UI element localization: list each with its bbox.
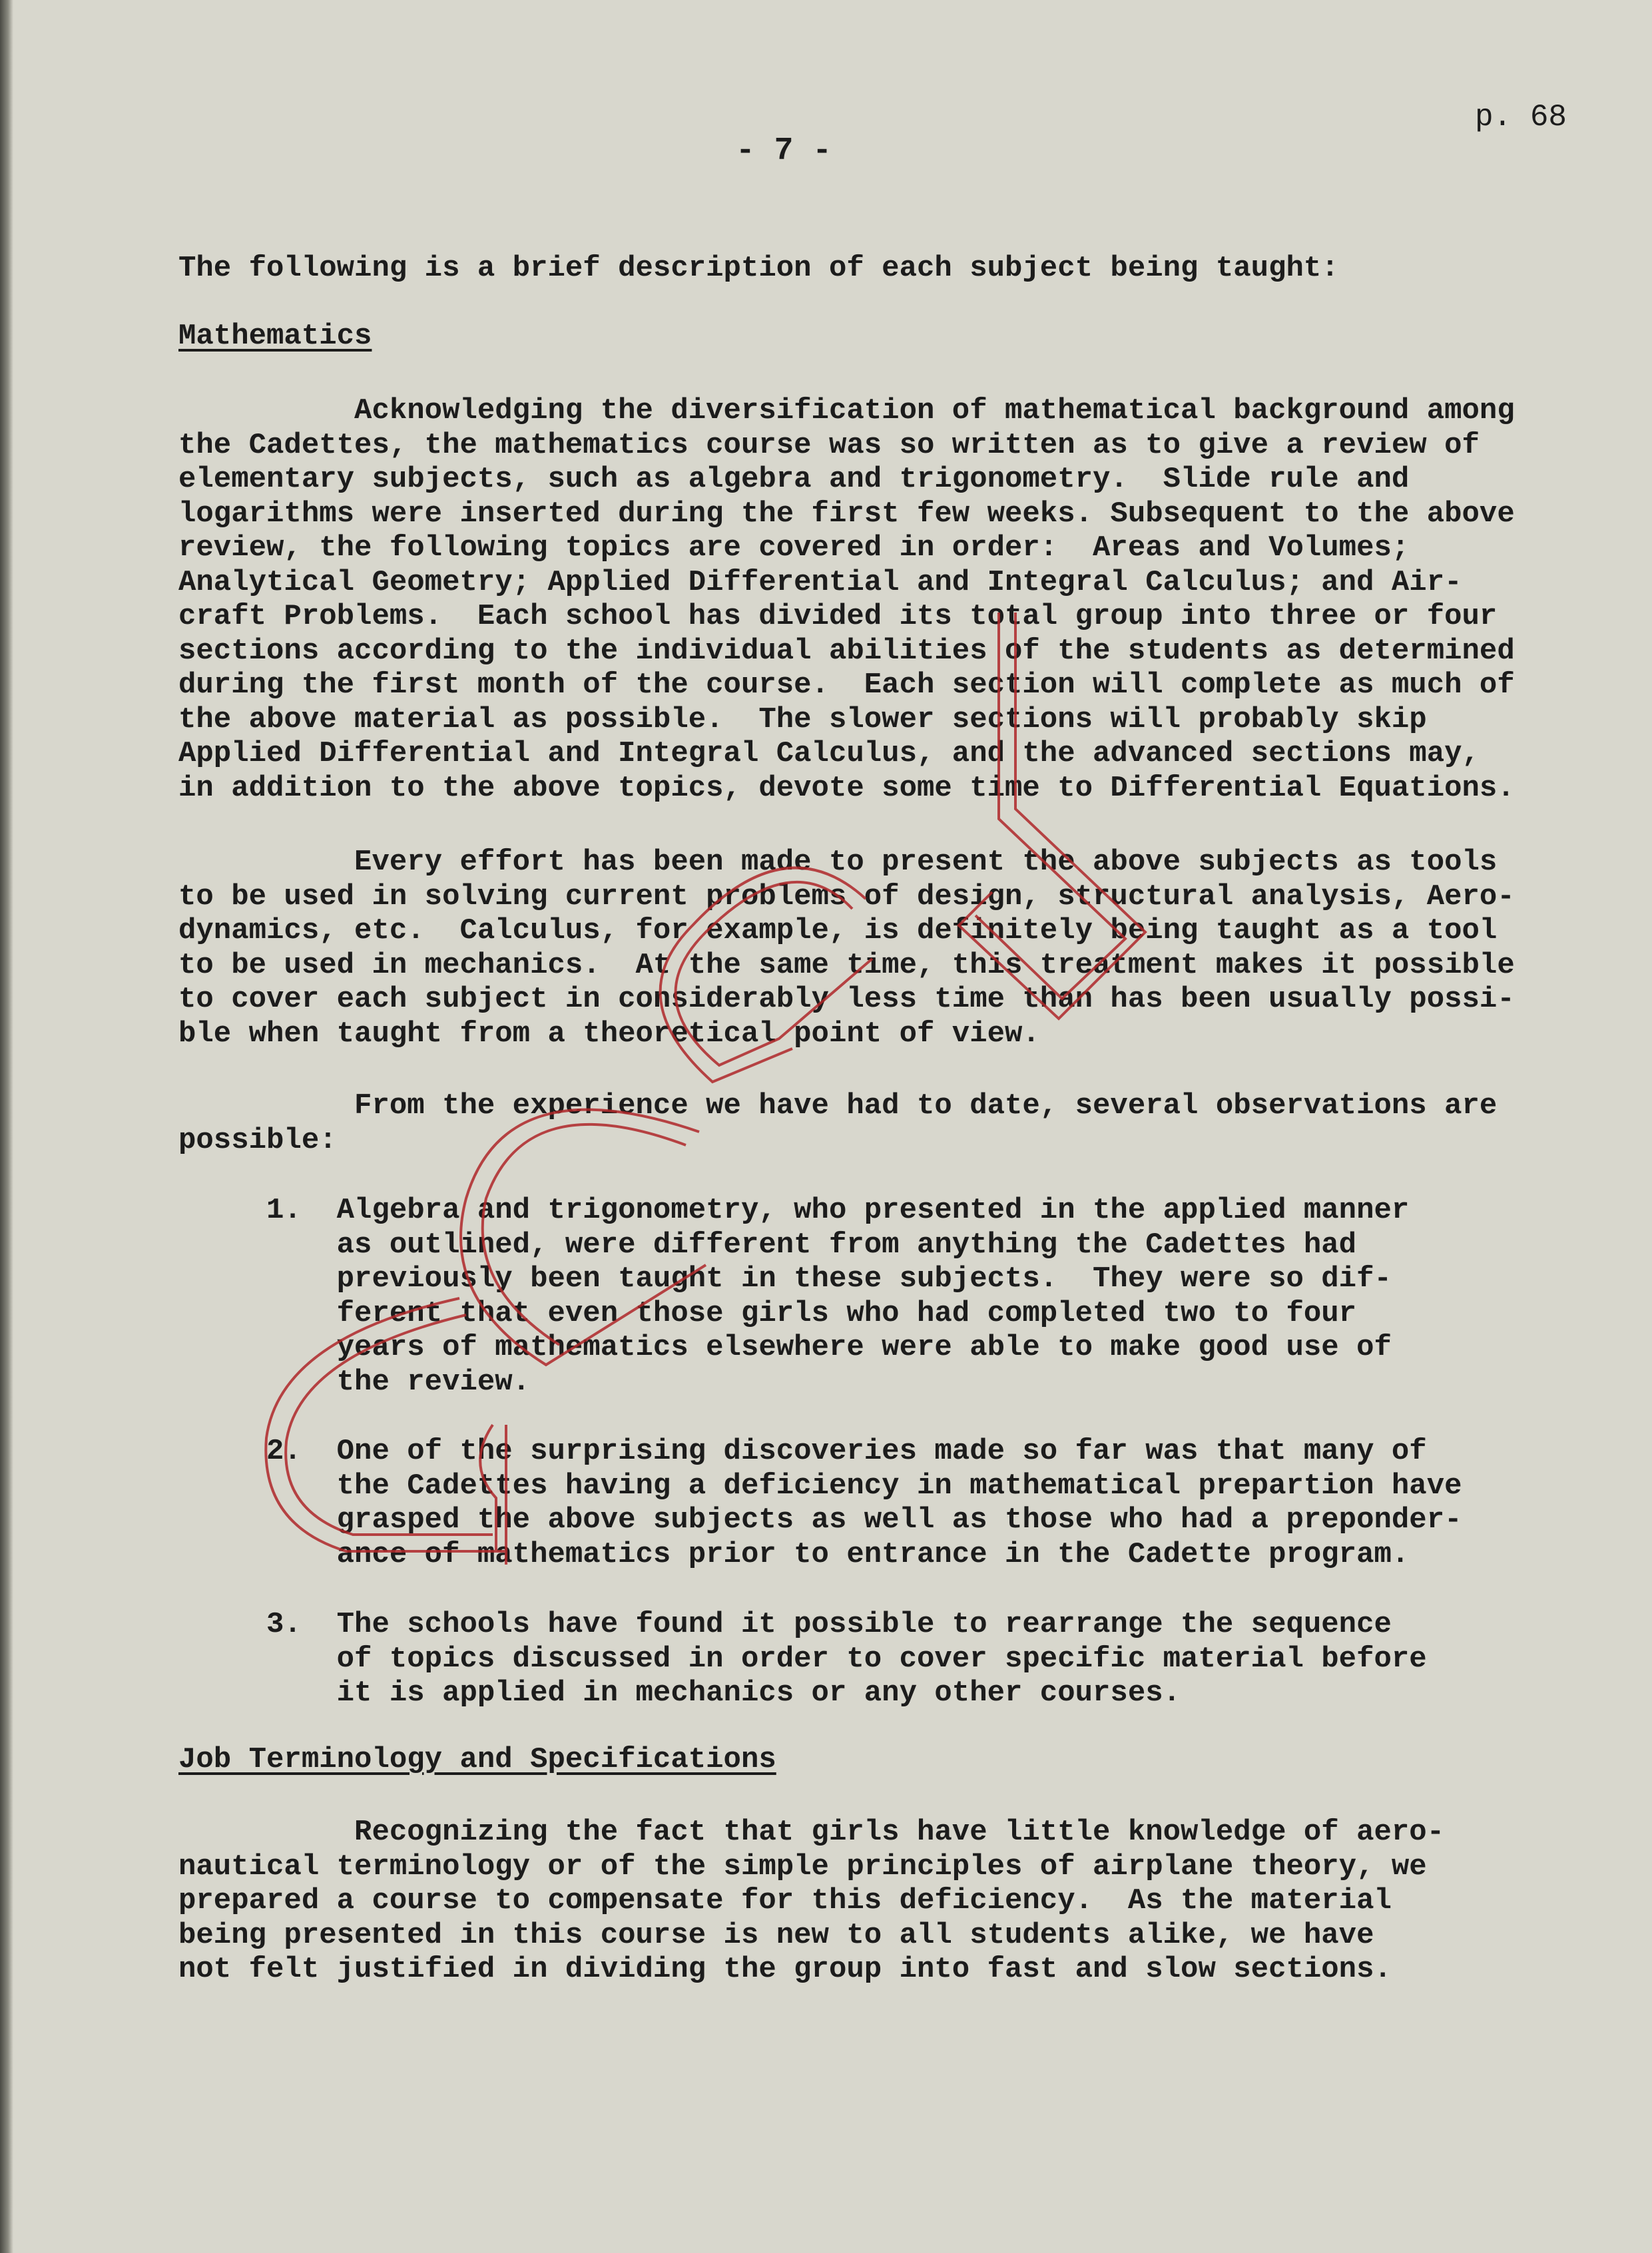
text-line: sections according to the individual abilities of the students as determined [178,634,1515,668]
text-line: ferent that even those girls who had completed two to four [178,1296,1357,1330]
section-heading-job-terminology: Job Terminology and Specifications [178,1743,776,1776]
text-line: years of mathematics elsewhere were able to make good use of [178,1331,1392,1364]
text-line: it is applied in mechanics or any other courses. [178,1676,1181,1710]
text-line: dynamics, etc. Calculus, for example, is definitely being taught as a tool [178,914,1498,947]
text-line: the Cadettes having a deficiency in mathematical prepartion have [178,1469,1462,1503]
text-line: Analytical Geometry; Applied Differential and Integral Calculus; and Air- [178,565,1462,599]
text-line: to be used in mechanics. At the same time, this treatment makes it possible [178,948,1515,982]
text-line: to be used in solving current problems of design, structural analysis, Aero- [178,879,1515,913]
text-line: the Cadettes, the mathematics course was so written as to give a review of [178,428,1480,462]
text-line: as outlined, were different from anything the Cadettes had [178,1228,1357,1262]
text-line: Every effort has been made to present the above subjects as tools [178,846,1498,879]
text-line: nautical terminology or of the simple principles of airplane theory, we [178,1850,1427,1883]
text-line: the review. [178,1365,531,1399]
text-line: 3. The schools have found it possible to rearrange the sequence [178,1608,1392,1641]
text-line: elementary subjects, such as algebra and trigonometry. Slide rule and [178,463,1410,496]
text-line: Recognizing the fact that girls have little knowledge of aero- [178,1816,1445,1849]
page-corner-label: p. 68 [1475,100,1567,134]
text-line: review, the following topics are covered in order: Areas and Volumes; [178,531,1410,565]
text-line: previously been taught in these subjects. They were so dif- [178,1262,1392,1296]
text-line: the above material as possible. The slower sections will probably skip [178,702,1427,736]
text-line: craft Problems. Each school has divided its total group into three or four [178,600,1498,633]
section-heading-mathematics: Mathematics [178,320,372,353]
text-line: Applied Differential and Integral Calculus, and the advanced sections may, [178,737,1480,770]
text-line: ble when taught from a theoretical point of view. [178,1017,1040,1051]
text-line: 2. One of the surprising discoveries made so far was that many of [178,1435,1427,1468]
text-line: Acknowledging the diversification of mathematical background among [178,394,1515,427]
text-line: not felt justified in dividing the group into fast and slow sections. [178,1953,1392,1986]
text-line: in addition to the above topics, devote some time to Differential Equations. [178,771,1515,805]
text-line: being presented in this course is new to all students alike, we have [178,1918,1374,1952]
intro-line: The following is a brief description of each subject being taught: [178,252,1339,285]
page-number: - 7 - [736,133,832,169]
text-line: ance of mathematics prior to entrance in the Cadette program. [178,1537,1410,1571]
text-line: during the first month of the course. Each section will complete as much of [178,668,1515,702]
text-line: of topics discussed in order to cover specific material before [178,1642,1427,1676]
text-line: 1. Algebra and trigonometry, who presented in the applied manner [178,1194,1410,1227]
text-line: possible: [178,1123,337,1157]
text-line: prepared a course to compensate for this deficiency. As the material [178,1884,1392,1917]
text-line: From the experience we have had to date, several observations are [178,1089,1498,1123]
text-line: logarithms were inserted during the first few weeks. Subsequent to the above [178,497,1515,531]
text-line: to cover each subject in considerably less time than has been usually possi- [178,983,1515,1016]
text-line: grasped the above subjects as well as those who had a preponder- [178,1503,1462,1537]
